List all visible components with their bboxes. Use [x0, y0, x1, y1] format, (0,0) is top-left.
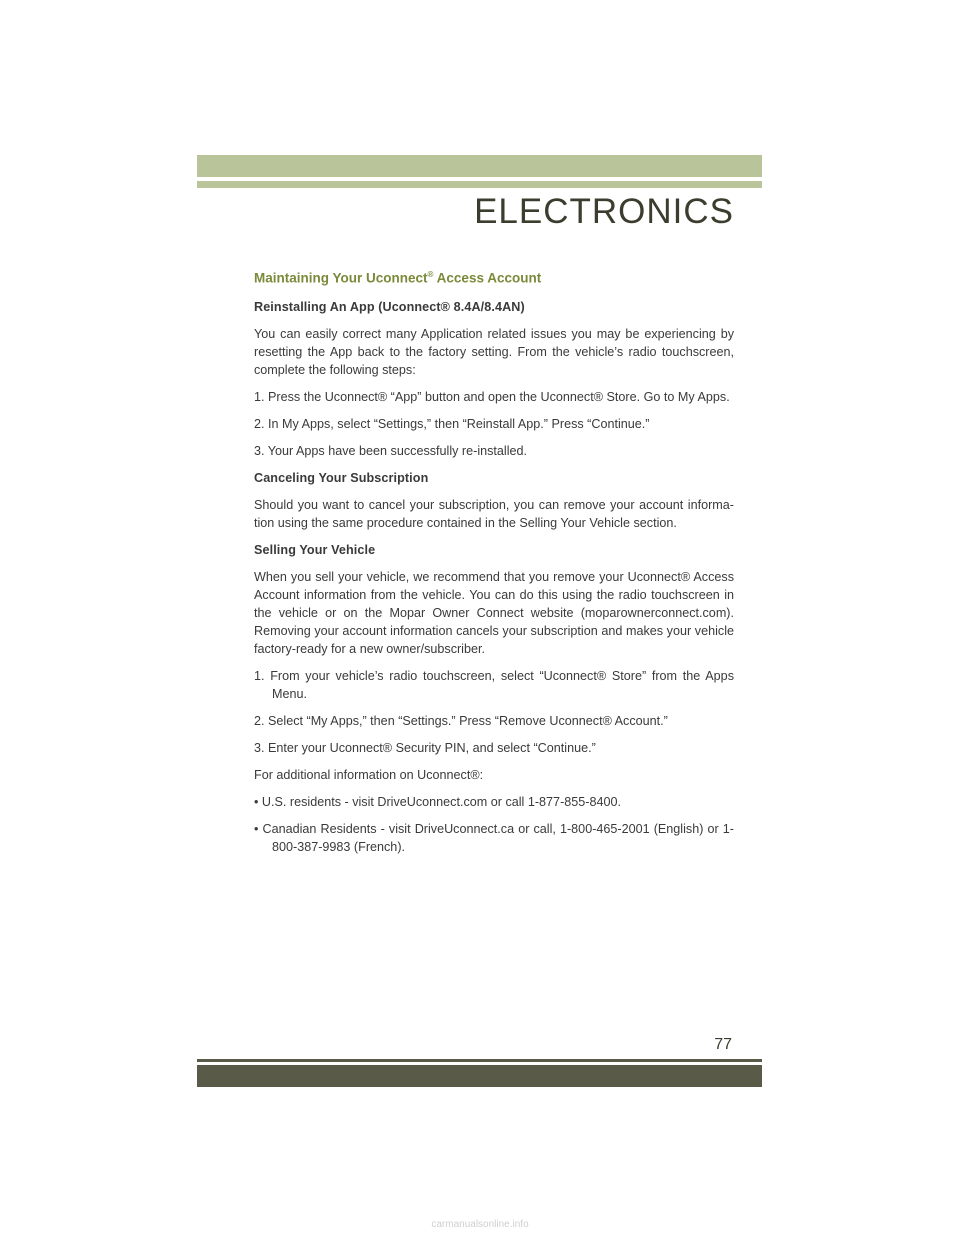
header-rule — [197, 181, 762, 188]
footer-band — [197, 1065, 762, 1087]
page-content — [254, 266, 734, 865]
paragraph-selling: When you sell your vehicle, we recommend that you remove your Uconnect® Access Account information from the vehicle. You can do this using the radio touchscreen in the vehicle or on the Mopar Owner Connect website (moparownerconnect.com). Removing your account information cancels your subscription and makes your vehicle factory-ready for a new owner/subscriber. — [254, 569, 734, 656]
subheading-reinstall: Reinstalling An App (Uconnect® 8.4A/8.4AN) — [254, 299, 525, 314]
watermark: carmanualsonline.info — [431, 1219, 529, 1230]
subheading-selling: Selling Your Vehicle — [254, 542, 376, 557]
footer-rule — [197, 1059, 762, 1062]
paragraph-reinstall: You can easily correct many Application related issues you may be experiencing by resetting the App back to the factory setting. From the vehicle’s radio touchscreen, complete the following steps: — [254, 326, 734, 377]
page-number: 77 — [714, 1036, 732, 1053]
list-item: 2. Select “My Apps,” then “Settings.” Press “Remove Uconnect® Account.” — [254, 713, 668, 728]
info-intro: For additional information on Uconnect®: — [254, 767, 484, 782]
list-item: 3. Your Apps have been successfully re-installed. — [254, 443, 528, 458]
list-item: 1. Press the Uconnect® “App” button and open the Uconnect® Store. Go to My Apps. — [254, 389, 730, 404]
bullet-item: • Canadian Residents - visit DriveUconnect.ca or call, 1-800-465-2001 (English) or 1-800-387-9983 (French). — [254, 821, 734, 854]
paragraph-cancel: Should you want to cancel your subscription, you can remove your account informa-tion using the same procedure contained in the Selling Your Vehicle section. — [254, 497, 734, 530]
page-heading: Maintaining Your Uconnect® Access Account — [254, 270, 542, 286]
subheading-cancel: Canceling Your Subscription — [254, 470, 429, 485]
list-item: 3. Enter your Uconnect® Security PIN, and select “Continue.” — [254, 740, 596, 755]
list-item: 1. From your vehicle’s radio touchscreen, select “Uconnect® Store” from the Apps Menu. — [254, 668, 734, 701]
bullet-item: • U.S. residents - visit DriveUconnect.com or call 1-877-855-8400. — [254, 794, 621, 809]
header-band — [197, 155, 762, 177]
list-item: 2. In My Apps, select “Settings,” then “Reinstall App.” Press “Continue.” — [254, 416, 650, 431]
section-title: ELECTRONICS — [474, 192, 734, 231]
